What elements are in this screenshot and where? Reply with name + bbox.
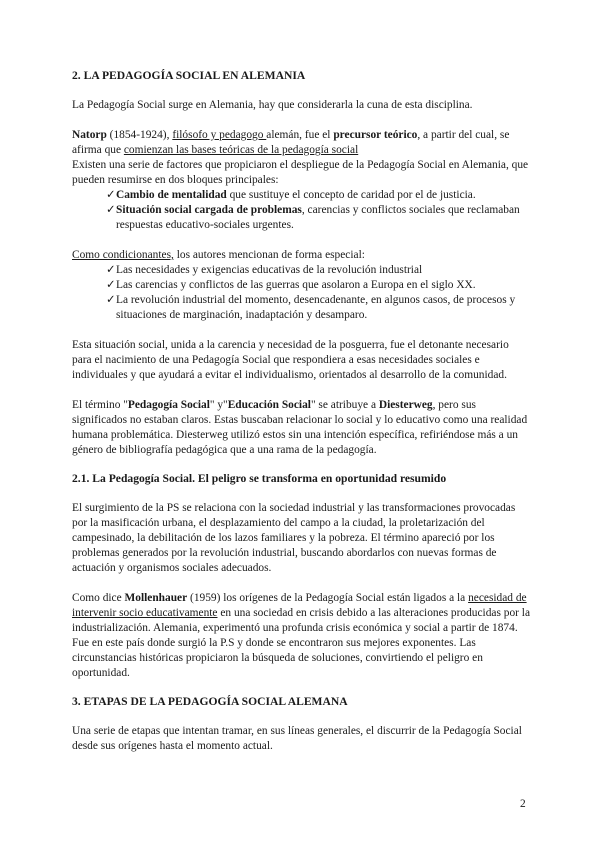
condicionante-text: La revolución industrial del momento, desencadenante, en algunos casos, de procesos y situaciones de marginación, inadaptación y desamparo.	[116, 294, 516, 321]
termino-paragraph	[72, 398, 530, 458]
natorp-precursor: precursor teórico	[333, 129, 418, 141]
condicionante-text: Las carencias y conflictos de las guerras que asolaron a Europa en el siglo XX.	[116, 279, 476, 291]
section-2-1-heading: 2.1. La Pedagogía Social. El peligro se transforma en oportunidad resumido	[72, 472, 447, 485]
natorp-name: Natorp	[72, 129, 107, 141]
termino-diesterweg: Diesterweg	[378, 399, 433, 411]
mollenhauer-name: Mollenhauer	[124, 592, 188, 604]
mollenhauer-underline: necesidad de intervenir socio educativamente	[72, 592, 527, 619]
document-page	[72, 68, 530, 754]
termino-es: Educación Social	[227, 399, 311, 411]
natorp-text-2: , a partir del cual, se afirma que	[72, 129, 510, 156]
section-2-intro: La Pedagogía Social surge en Alemania, hay que considerarla la cuna de esta disciplina.	[72, 99, 473, 111]
list-item	[106, 263, 530, 278]
factor-bold: Cambio de mentalidad	[116, 189, 227, 201]
section-2-heading: 2. LA PEDAGOGÍA SOCIAL EN ALEMANIA	[72, 69, 306, 82]
list-item	[106, 293, 530, 323]
natorp-years: (1854-1924),	[106, 129, 173, 141]
condicionante-text: Las necesidades y exigencias educativas de la revolución industrial	[116, 264, 423, 276]
condicionantes-label: Como condicionantes,	[72, 249, 174, 261]
check-icon: ✓	[106, 189, 116, 201]
check-icon: ✓	[106, 204, 116, 216]
section-3-heading: 3. ETAPAS DE LA PEDAGOGÍA SOCIAL ALEMANA	[72, 695, 348, 708]
check-icon: ✓	[106, 264, 116, 276]
termino-text-4: , pero sus significados no estaban claros. Estas buscaban relacionar lo social y lo educativo como una realidad humana problemática. Diesterweg utilizó estos sin una intención específica, refiriéndose más a un género de bibliografía pedagógica que a una rama de la pedagogía.	[72, 399, 528, 456]
mollenhauer-text-1: Como dice	[72, 592, 125, 604]
situacion-paragraph: Esta situación social, unida a la carencia y necesidad de la posguerra, fue el detonante necesario para el nacimiento de una Pedagogía Social que respondiera a esas necesidades sociales e individuales y que ayudará a evitar el individualismo, orientados al desarrollo de la comunidad.	[72, 339, 509, 381]
list-item	[106, 203, 530, 233]
mollenhauer-paragraph	[72, 591, 530, 681]
page-number: 2	[520, 798, 526, 810]
natorp-bases: comienzan las bases teóricas de la pedagogía social	[123, 144, 359, 156]
check-icon: ✓	[106, 294, 116, 306]
condicionantes-text: los autores mencionan de forma especial:	[173, 249, 365, 261]
condicionantes-list	[72, 263, 530, 323]
etapas-paragraph: Una serie de etapas que intentan tramar, en sus líneas generales, el discurrir de la Pedagogía Social desde sus orígenes hasta el momento actual.	[72, 725, 522, 752]
factor-text: , carencias y conflictos sociales que reclamaban respuestas educativo-sociales urgentes.	[116, 204, 520, 231]
mollenhauer-text-3: en una sociedad en crisis debido a las alteraciones producidas por la industrialización. Alemania, experimentó una profunda crisis económica y social a partir de 1874. Fue en este país donde surgió la P.S y donde se encontraron sus mejores exponentes. Las circunstancias históricas propiciaron la búsqueda de soluciones, convirtiendo el peligro en oportunidad.	[72, 607, 530, 679]
list-item	[106, 278, 530, 293]
termino-text-2: " y"	[209, 399, 228, 411]
natorp-paragraph	[72, 128, 530, 158]
factor-text: que sustituye el concepto de caridad por el de justicia.	[226, 189, 476, 201]
check-icon: ✓	[106, 279, 116, 291]
termino-text-1: El término "	[72, 399, 128, 411]
termino-ps: Pedagogía Social	[127, 399, 210, 411]
factor-bold: Situación social cargada de problemas	[116, 204, 302, 216]
mollenhauer-text-2: (1959) los orígenes de la Pedagogía Social están ligados a la	[187, 592, 469, 604]
surgimiento-paragraph: El surgimiento de la PS se relaciona con la sociedad industrial y las transformaciones provocadas por la masificación urbana, el desplazamiento del campo a la ciudad, la proletarización del campesinado, la debilitación de los lazos familiares y la pobreza. El término apareció por los problemas generados por la revolución industrial, buscando abordarlos con nuevas formas de actuación y organismos sociales adecuados.	[72, 502, 516, 574]
condicionantes-intro	[72, 248, 530, 263]
natorp-role: filósofo y pedagogo	[172, 129, 267, 141]
termino-text-3: " se atribuye a	[310, 399, 379, 411]
list-item	[106, 188, 530, 203]
factores-intro: Existen una serie de factores que propiciaron el despliegue de la Pedagogía Social en Alemania, que pueden resumirse en dos bloques principales:	[72, 159, 529, 186]
factores-list	[72, 188, 530, 233]
natorp-text-1: alemán, fue el	[266, 129, 334, 141]
